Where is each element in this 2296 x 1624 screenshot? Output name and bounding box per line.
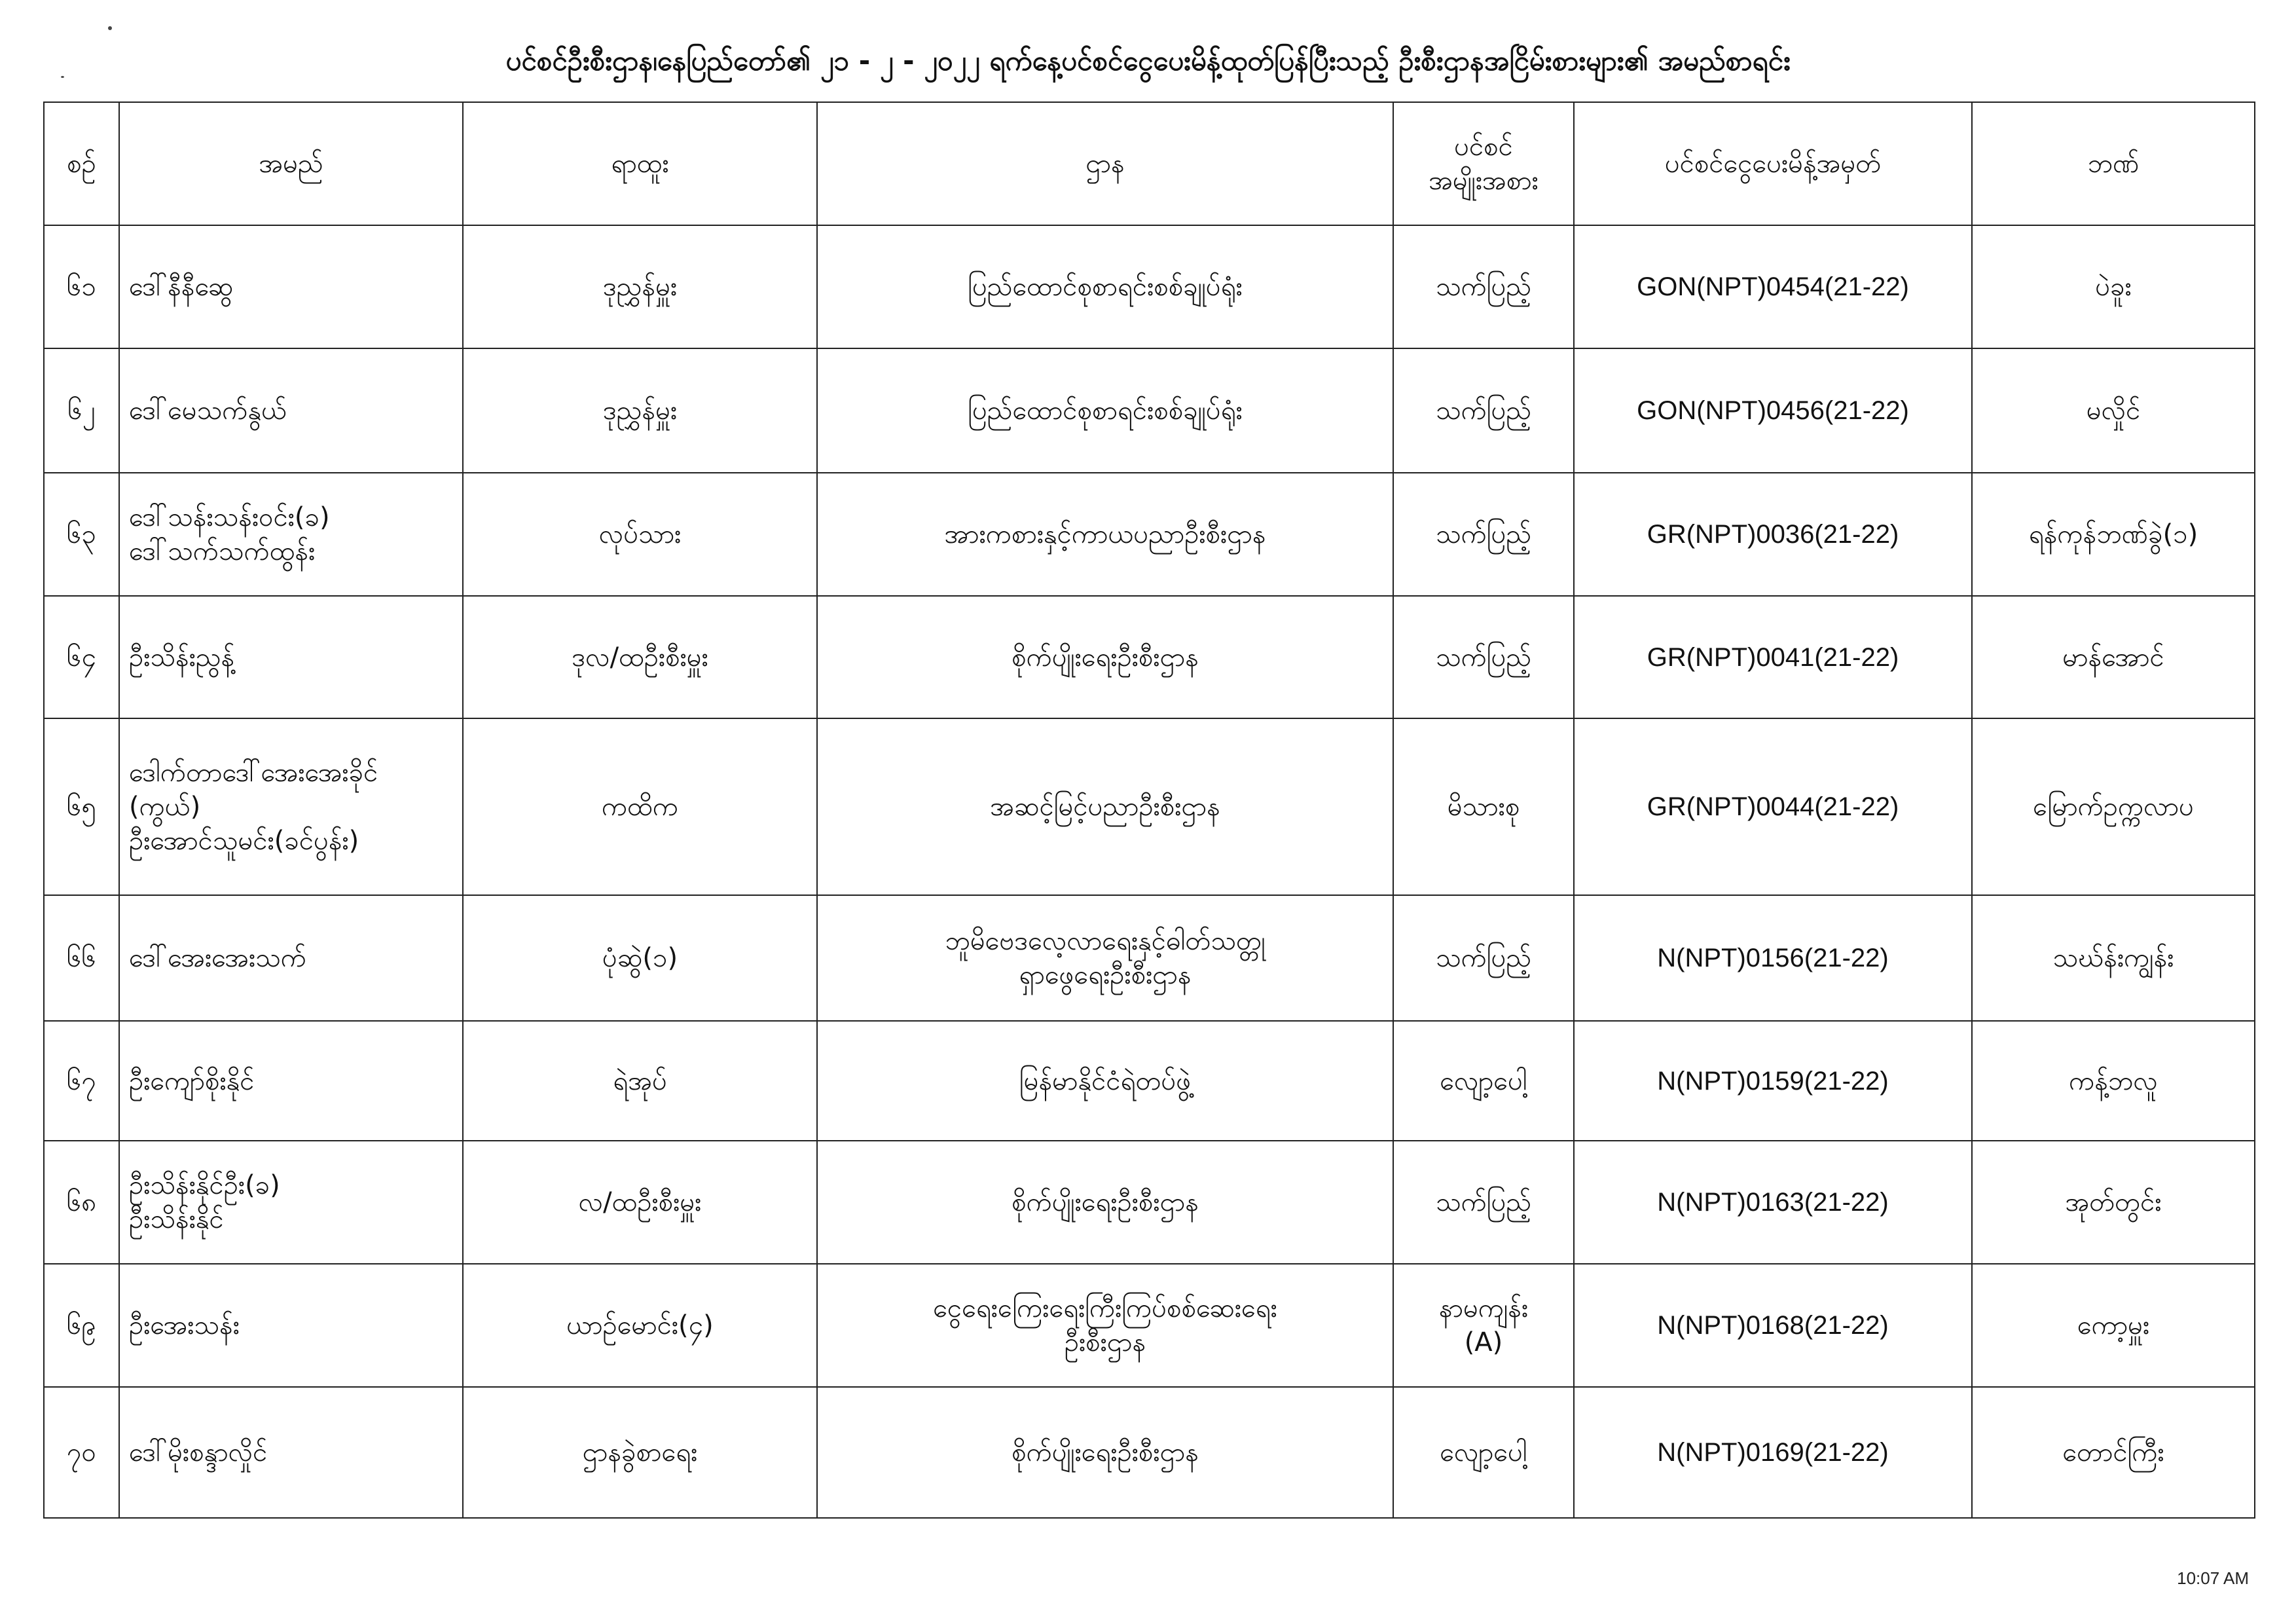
- cell-name: ဒေါက်တာဒေါ်အေးအေးခိုင် (ကွယ်) ဦးအောင်သူမင်း(ခင်ပွန်း): [119, 718, 463, 895]
- table-row: [44, 225, 2255, 348]
- header-department: ဌာန: [817, 102, 1393, 225]
- cell-name: ဒေါ်နီနီဆွေ: [119, 225, 463, 348]
- cell-pension-type: လျော့ပေါ့: [1393, 1021, 1574, 1141]
- cell-order-no: N(NPT)0163(21-22): [1574, 1141, 1972, 1264]
- cell-bank: ပဲခူး: [1972, 225, 2255, 348]
- header-row: [44, 102, 2255, 225]
- cell-order-no: N(NPT)0159(21-22): [1574, 1021, 1972, 1141]
- cell-department: ငွေရေးကြေးရေးကြီးကြပ်စစ်ဆေးရေး ဦးစီးဌာန: [817, 1264, 1393, 1387]
- cell-position: ကထိက: [463, 718, 817, 895]
- cell-bank: ကော့မှူး: [1972, 1264, 2255, 1387]
- header-order-no: ပင်စင်ငွေပေးမိန့်အမှတ်: [1574, 102, 1972, 225]
- cell-pension-type: လျော့ပေါ့: [1393, 1387, 1574, 1518]
- cell-department: ပြည်ထောင်စုစာရင်းစစ်ချုပ်ရုံး: [817, 225, 1393, 348]
- cell-department: ပြည်ထောင်စုစာရင်းစစ်ချုပ်ရုံး: [817, 348, 1393, 473]
- cell-bank: တောင်ကြီး: [1972, 1387, 2255, 1518]
- cell-name: ဦးကျော်စိုးနိုင်: [119, 1021, 463, 1141]
- scan-timestamp: 10:07 AM: [2177, 1568, 2249, 1588]
- cell-position: ရဲအုပ်: [463, 1021, 817, 1141]
- table-row: [44, 895, 2255, 1021]
- cell-order-no: N(NPT)0156(21-22): [1574, 895, 1972, 1021]
- table-row: [44, 473, 2255, 596]
- cell-order-no: GON(NPT)0456(21-22): [1574, 348, 1972, 473]
- cell-bank: မလှိုင်: [1972, 348, 2255, 473]
- cell-position: ဒုညွှန်မှူး: [463, 348, 817, 473]
- cell-order-no: GR(NPT)0036(21-22): [1574, 473, 1972, 596]
- cell-pension-type: နာမကျန်း (A): [1393, 1264, 1574, 1387]
- table-row: [44, 348, 2255, 473]
- cell-order-no: GR(NPT)0041(21-22): [1574, 596, 1972, 718]
- cell-no: ၆၆: [44, 895, 119, 1021]
- cell-bank: ကန့်ဘလူ: [1972, 1021, 2255, 1141]
- header-bank: ဘဏ်: [1972, 102, 2255, 225]
- cell-position: ယာဉ်မောင်း(၄): [463, 1264, 817, 1387]
- cell-no: ၇၀: [44, 1387, 119, 1518]
- cell-order-no: GR(NPT)0044(21-22): [1574, 718, 1972, 895]
- cell-name: ဒေါ်မိုးစန္ဒာလှိုင်: [119, 1387, 463, 1518]
- cell-position: ဌာနခွဲစာရေး: [463, 1387, 817, 1518]
- cell-bank: ရန်ကုန်ဘဏ်ခွဲ(၁): [1972, 473, 2255, 596]
- cell-no: ၆၁: [44, 225, 119, 348]
- cell-department: ဘူမိဗေဒလေ့လာရေးနှင့်ဓါတ်သတ္တု ရှာဖွေရေးဦးစီးဌာန: [817, 895, 1393, 1021]
- cell-order-no: N(NPT)0169(21-22): [1574, 1387, 1972, 1518]
- table-row: [44, 596, 2255, 718]
- cell-no: ၆၄: [44, 596, 119, 718]
- table-row: [44, 1021, 2255, 1141]
- cell-department: အားကစားနှင့်ကာယပညာဦးစီးဌာန: [817, 473, 1393, 596]
- cell-position: ဒုလ/ထဦးစီးမှူး: [463, 596, 817, 718]
- cell-name: ဦးအေးသန်း: [119, 1264, 463, 1387]
- header-pension-type: ပင်စင် အမျိုးအစား: [1393, 102, 1574, 225]
- cell-position: ဒုညွှန်မှူး: [463, 225, 817, 348]
- cell-position: ပုံဆွဲ(၁): [463, 895, 817, 1021]
- cell-department: မြန်မာနိုင်ငံရဲတပ်ဖွဲ့: [817, 1021, 1393, 1141]
- cell-pension-type: သက်ပြည့်: [1393, 348, 1574, 473]
- cell-name: ဦးသိန်းညွန့်: [119, 596, 463, 718]
- header-name: အမည်: [119, 102, 463, 225]
- cell-department: စိုက်ပျိုးရေးဦးစီးဌာန: [817, 596, 1393, 718]
- cell-name: ဒေါ်မေသက်နွယ်: [119, 348, 463, 473]
- document-title: ပင်စင်ဦးစီးဌာန၊နေပြည်တော်၏ ၂၁ - ၂ - ၂၀၂၂ ရက်နေ့ပင်စင်ငွေပေးမိန့်ထုတ်ပြန်ပြီးသည့် ဦးစီးဌာနအငြိမ်းစားများ၏ အမည်စာရင်း: [505, 45, 1791, 77]
- cell-pension-type: သက်ပြည့်: [1393, 1141, 1574, 1264]
- cell-pension-type: သက်ပြည့်: [1393, 895, 1574, 1021]
- table-row: [44, 1387, 2255, 1518]
- cell-name: ဦးသိန်းနိုင်ဦး(ခ) ဦးသိန်းနိုင်: [119, 1141, 463, 1264]
- cell-department: စိုက်ပျိုးရေးဦးစီးဌာန: [817, 1141, 1393, 1264]
- cell-department: စိုက်ပျိုးရေးဦးစီးဌာန: [817, 1387, 1393, 1518]
- cell-no: ၆၅: [44, 718, 119, 895]
- cell-no: ၆၂: [44, 348, 119, 473]
- cell-no: ၆၉: [44, 1264, 119, 1387]
- cell-pension-type: သက်ပြည့်: [1393, 225, 1574, 348]
- cell-bank: မာန်အောင်: [1972, 596, 2255, 718]
- cell-no: ၆၃: [44, 473, 119, 596]
- scan-speck: [108, 26, 112, 30]
- pension-roster-table: [43, 101, 2255, 1519]
- cell-bank: သဃ်န်းကျွန်း: [1972, 895, 2255, 1021]
- header-no: စဉ်: [44, 102, 119, 225]
- table-row: [44, 1264, 2255, 1387]
- cell-order-no: GON(NPT)0454(21-22): [1574, 225, 1972, 348]
- header-position: ရာထူး: [463, 102, 817, 225]
- cell-pension-type: မိသားစု: [1393, 718, 1574, 895]
- cell-bank: အုတ်တွင်း: [1972, 1141, 2255, 1264]
- cell-no: ၆၇: [44, 1021, 119, 1141]
- cell-pension-type: သက်ပြည့်: [1393, 596, 1574, 718]
- cell-department: အဆင့်မြင့်ပညာဦးစီးဌာန: [817, 718, 1393, 895]
- cell-name: ဒေါ်အေးအေးသက်: [119, 895, 463, 1021]
- cell-name: ဒေါ်သန်းသန်းဝင်း(ခ) ဒေါ်သက်သက်ထွန်း: [119, 473, 463, 596]
- cell-bank: မြောက်ဥက္ကလာပ: [1972, 718, 2255, 895]
- cell-position: လုပ်သား: [463, 473, 817, 596]
- cell-no: ၆၈: [44, 1141, 119, 1264]
- cell-position: လ/ထဦးစီးမှူး: [463, 1141, 817, 1264]
- table-row: [44, 1141, 2255, 1264]
- table-row: [44, 718, 2255, 895]
- cell-order-no: N(NPT)0168(21-22): [1574, 1264, 1972, 1387]
- cell-pension-type: သက်ပြည့်: [1393, 473, 1574, 596]
